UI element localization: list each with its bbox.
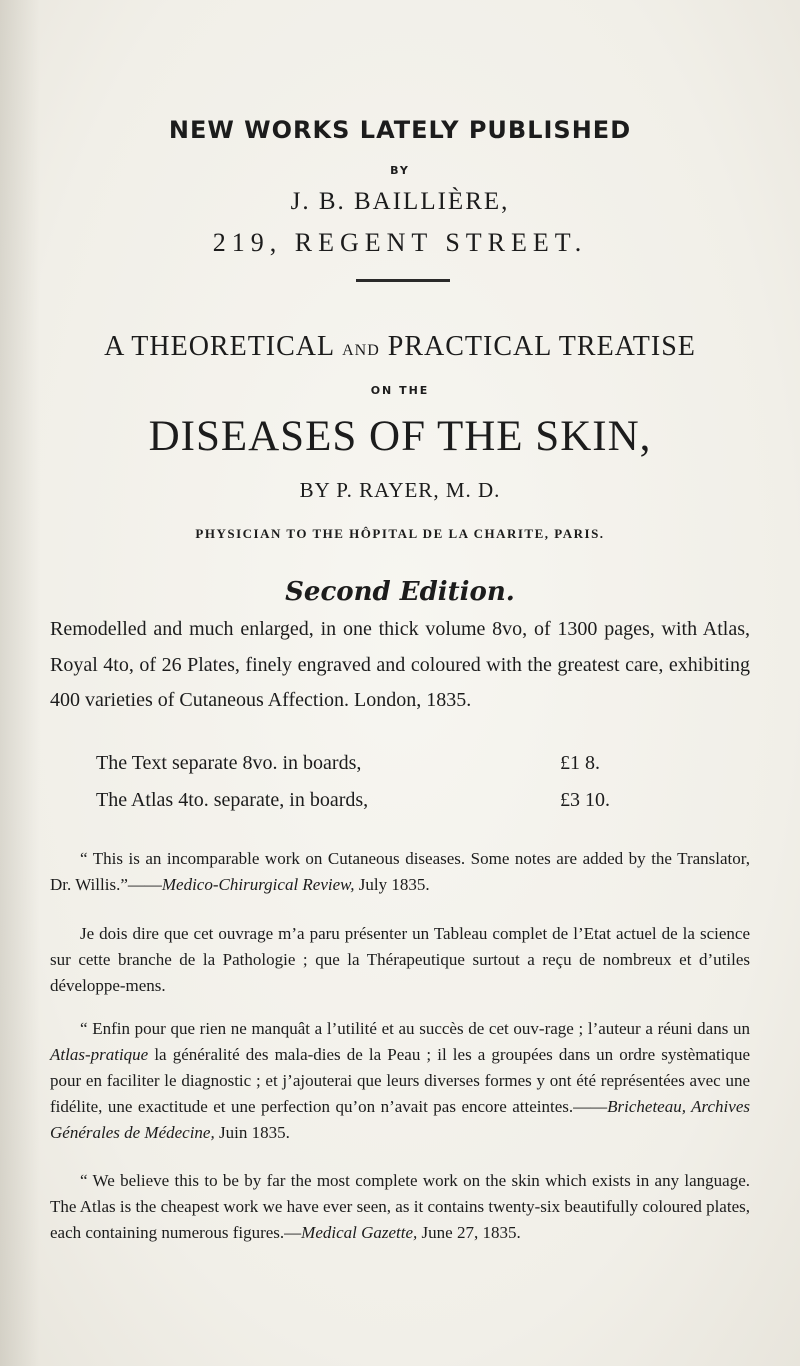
- treatise-title: [0, 331, 800, 363]
- price-amount-atlas: £3 10.: [560, 789, 610, 811]
- review-quote: [50, 846, 750, 898]
- review-date: June 27, 1835.: [417, 1223, 521, 1242]
- review-text-continued: la généralité des mala-dies de la Peau ; il les a groupées dans un ordre systèmatique pour en faciliter le diagnostic ; et j’ajouterai que leurs diverses formes y ont été représentées avec une fidélite, une exactitude et une perfection qu’on n’avait pas encore atteintes.——: [50, 1045, 750, 1116]
- author-line: BY P. RAYER, M. D.: [299, 478, 501, 502]
- review-source: Medical Gazette,: [301, 1223, 418, 1242]
- review-text: “ Enfin pour que rien ne manquât a l’utilité et au succès de cet ouv-rage ; l’auteur a réuni dans un: [80, 1019, 750, 1038]
- review-date: July 1835.: [354, 875, 430, 894]
- review-date: Juin 1835.: [214, 1123, 290, 1142]
- publisher-address: 219, REGENT STREET.: [212, 228, 588, 257]
- review-source: Medico-Chirurgical Review,: [161, 875, 355, 894]
- on-the-label: ON THE: [370, 384, 430, 397]
- divider-rule: [356, 279, 450, 282]
- price-label-atlas: The Atlas 4to. separate, in boards,: [96, 789, 369, 811]
- book-description: Remodelled and much enlarged, in one thick volume 8vo, of 1300 pages, with Atlas, Royal 4to, of 26 Plates, finely engraved and coloured with the greatest care, exhibiting 400 varieties of Cutaneous Affection. London, 1835.: [50, 618, 750, 711]
- title-part2: PRACTICAL TREATISE: [387, 331, 696, 362]
- by-label: BY: [390, 164, 410, 177]
- review-text: “ We believe this to be by far the most complete work on the skin which exists in any language. The Atlas is the cheapest work we have ever seen, as it contains twenty-six beautifully coloured plates, each containing numerous figures.—: [50, 1171, 750, 1242]
- review-text: Je dois dire que cet ouvrage m’a paru présenter un Tableau complet de l’Etat actuel de la science sur cette branche de la Pathologie ; que la Thérapeutique surtout a reçu de nombreux et d’utiles développe-mens.: [50, 924, 750, 995]
- review-emphasis: Atlas-pratique: [50, 1045, 149, 1064]
- main-title: DISEASES OF THE SKIN,: [148, 413, 652, 460]
- edition-label: Second Edition.: [285, 577, 515, 607]
- price-amount-text: £1 8.: [560, 752, 600, 774]
- review-quote: [50, 921, 750, 999]
- price-label-text: The Text separate 8vo. in boards,: [96, 752, 362, 774]
- review-quote: [50, 1016, 750, 1146]
- review-quote: [50, 1168, 750, 1246]
- publisher-name: J. B. BAILLIÈRE,: [290, 188, 510, 215]
- page-heading: NEW WORKS LATELY PUBLISHED: [168, 116, 632, 144]
- review-source: Bricheteau, Archives Générales de Médecine,: [50, 1097, 750, 1142]
- title-and: AND: [342, 342, 380, 359]
- author-affiliation: PHYSICIAN TO THE HÔPITAL DE LA CHARITE, PARIS.: [195, 526, 605, 541]
- title-part1: A THEORETICAL: [104, 331, 335, 362]
- review-text: “ This is an incomparable work on Cutaneous diseases. Some notes are added by the Translator, Dr. Willis.”——: [50, 849, 750, 894]
